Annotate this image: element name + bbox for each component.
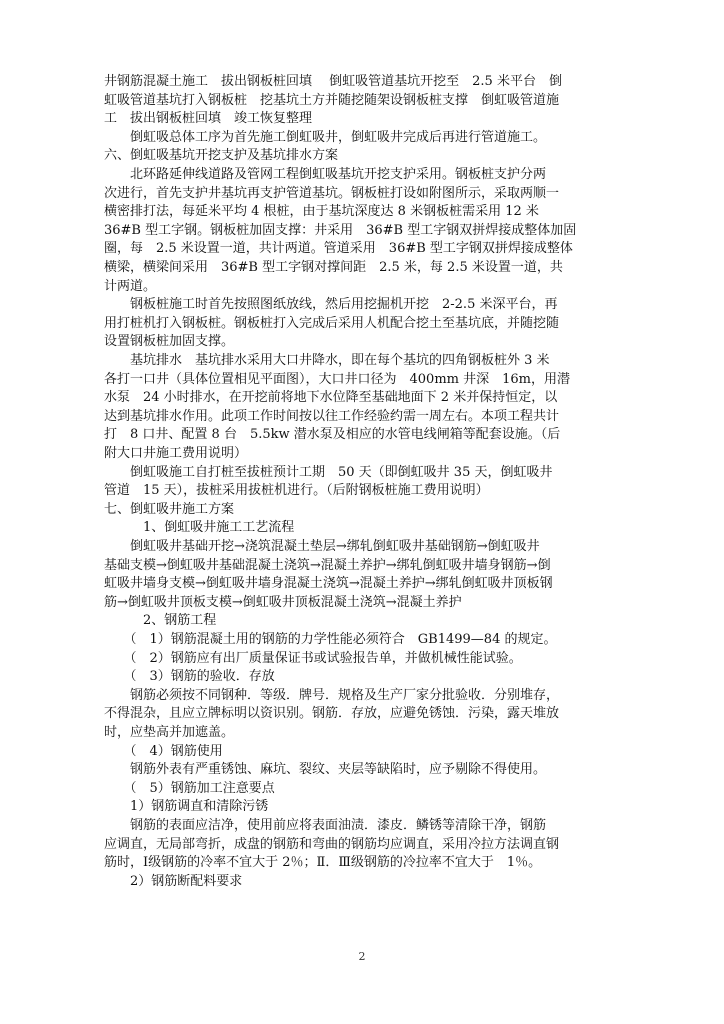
text-line: 虹吸管道基坑打入钢板桩 挖基坑土方并随挖随架设钢板桩支撑 倒虹吸管道施 [104, 92, 560, 108]
text-line: 设置钢板桩加固支撑。 [104, 334, 235, 350]
text-line: 井钢筋混凝土施工 拔出钢板桩回填 倒虹吸管道基坑开挖至 2.5 米平台 倒 [104, 74, 562, 89]
text-line: 倒虹吸井基础开挖→浇筑混凝土垫层→绑轧倒虹吸井基础钢筋→倒虹吸井 [104, 539, 540, 554]
text-line: 打 8 口井、配置 8 台 5.5kw 潜水泵及相应的水管电线闸箱等配套设施。（后 [104, 427, 561, 443]
text-line: 基础支模→倒虹吸井基础混凝土浇筑→混凝土养护→绑轧倒虹吸井墙身钢筋→倒 [104, 557, 551, 573]
text-line: 筋时，Ⅰ级钢筋的冷率不宜大于 2％；Ⅱ．Ⅲ级钢筋的冷拉率不宜大于 1％。 [104, 855, 542, 871]
text-line: 附大口井施工费用说明） [104, 446, 248, 461]
text-line: （ 1）钢筋混凝土用的钢筋的力学性能必须符合 GB1499—84 的规定。 [104, 632, 557, 647]
text-line: 各打一口井（具体位置相见平面图），大口井口径为 400mm 井深 16m，用潜 [104, 371, 570, 387]
text-line: 筋→倒虹吸井顶板支模→倒虹吸井顶板混凝土浇筑→混凝土养护 [104, 594, 462, 610]
text-line: 钢筋外表有严重锈蚀、麻坑、裂纹、夹层等缺陷时，应予剔除不得使用。 [104, 762, 547, 778]
text-line: 倒虹吸总体工序为首先施工倒虹吸井，倒虹吸井完成后再进行管道施工。 [104, 129, 547, 145]
text-line: （ 5）钢筋加工注意要点 [104, 780, 275, 796]
subsection-heading: 1、倒虹吸井施工工艺流程 [104, 520, 295, 536]
subsection-heading: 2、钢筋工程 [104, 613, 217, 629]
section-heading: 六、倒虹吸基坑开挖支护及基坑排水方案 [104, 148, 339, 164]
text-line: 用打桩机打入钢板桩。钢板桩打入完成后采用人机配合挖土至基坑底，并随挖随 [104, 315, 560, 331]
text-line: 次进行，首先支护井基坑再支护管道基坑。钢板桩打设如附图所示，采取两顺一 [104, 185, 560, 201]
text-line: 钢筋必须按不同钢种．等级．牌号．规格及生产厂家分批验收．分别堆存， [104, 687, 560, 703]
text-line: 虹吸井墙身支模→倒虹吸井墙身混凝土浇筑→混凝土养护→绑轧倒虹吸井顶板钢 [104, 576, 553, 592]
text-line: 横密排打法，每延米平均 4 根桩，由于基坑深度达 8 米钢板桩需采用 12 米 [104, 204, 539, 220]
text-line: 北环路延伸线道路及管网工程倒虹吸基坑开挖支护采用。钢板桩支护分两 [104, 167, 547, 182]
text-line: 钢板桩施工时首先按照图纸放线，然后用挖掘机开挖 2-2.5 米深平台，再 [104, 297, 558, 313]
text-line: （ 3）钢筋的验收．存放 [104, 669, 275, 685]
text-line: 应调直，无局部弯折，成盘的钢筋和弯曲的钢筋均应调直，采用冷拉方法调直钢 [104, 836, 560, 852]
text-line: 计两道。 [104, 278, 157, 294]
text-line: 工 拔出钢板桩回填 竣工恢复整理 [104, 111, 313, 127]
text-line: （ 4）钢筋使用 [104, 743, 223, 759]
text-line: 时，应垫高并加遮盖。 [104, 725, 235, 740]
text-line: 1）钢筋调直和清除污锈 [104, 799, 269, 815]
page-number: 2 [358, 950, 366, 963]
text-line: 倒虹吸施工自打桩至拔桩预计工期 50 天（即倒虹吸井 35 天，倒虹吸井 [104, 464, 553, 480]
text-line: 2）钢筋断配料要求 [104, 873, 243, 889]
text-line: 管道 15 天），拔桩采用拔桩机进行。（后附钢板桩施工费用说明） [104, 483, 489, 499]
text-line: 横梁，横梁间采用 36#B 型工字钢对撑间距 2.5 米，每 2.5 米设置一道，共 [104, 260, 563, 275]
text-line: 水泵 24 小时排水，在开挖前将地下水位降至基础地面下 2 米并保持恒定，以 [104, 390, 558, 406]
text-line: 圈，每 2.5 米设置一道，共计两道。管道采用 36#B 型工字钢双拼焊接成整体 [104, 241, 573, 257]
text-line: 不得混杂，且应立牌标明以资识别。钢筋．存放，应避免锈蚀．污染，露天堆放 [104, 706, 560, 722]
section-heading: 七、倒虹吸井施工方案 [104, 501, 235, 517]
text-line: 达到基坑排水作用。此项工作时间按以往工作经验约需一周左右。本项工程共计 [104, 408, 560, 424]
text-line: 钢筋的表面应洁净，使用前应将表面油渍．漆皮．鳞锈等清除干净，钢筋 [104, 818, 547, 833]
text-line: 基坑排水 基坑排水采用大口井降水，即在每个基坑的四角钢板桩外 3 米 [104, 353, 550, 368]
text-line: （ 2）钢筋应有出厂质量保证书或试验报告单，并做机械性能试验。 [104, 650, 522, 666]
text-line: 36#B 型工字钢。钢板桩加固支撑：井采用 36#B 型工字钢双拼焊接成整体加固 [104, 222, 577, 238]
